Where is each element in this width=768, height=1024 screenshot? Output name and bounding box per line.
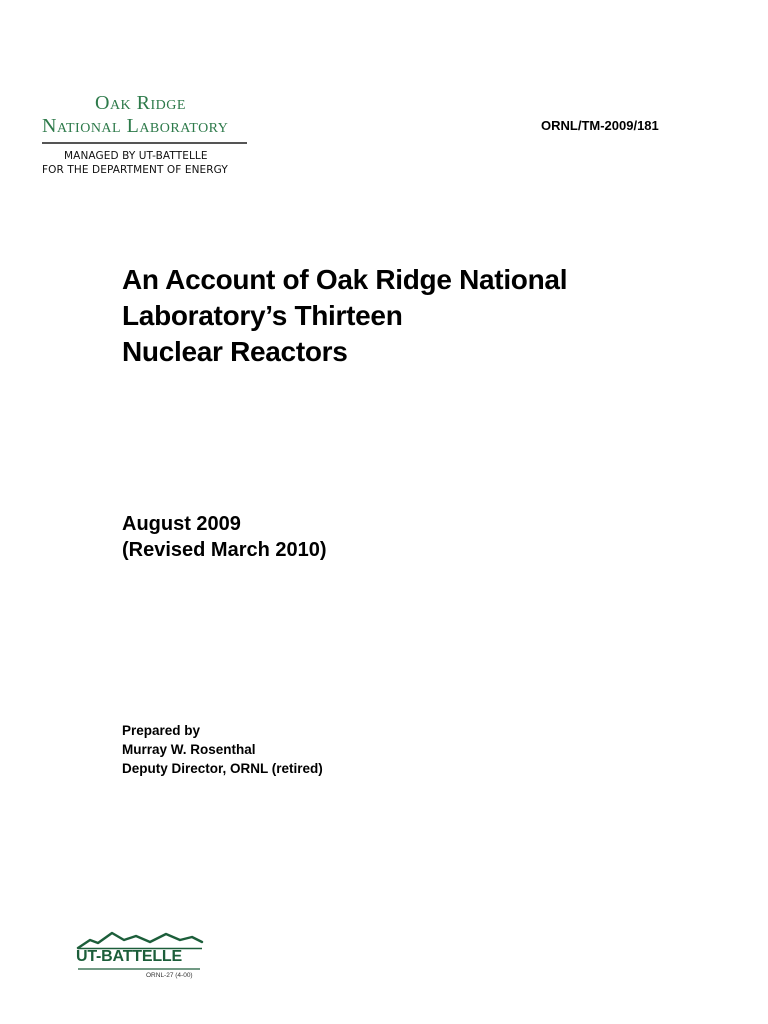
mountain-logo-icon: [76, 928, 204, 950]
logo-department-of-energy: FOR THE DEPARTMENT OF ENERGY: [42, 164, 228, 176]
issue-date: August 2009: [122, 513, 241, 535]
ornl-logo: [42, 92, 252, 177]
logo-line-national-laboratory: National Laboratory: [42, 115, 229, 137]
title-line-3: Nuclear Reactors: [122, 336, 348, 367]
author-name: Murray W. Rosenthal: [122, 742, 256, 757]
document-title: [122, 262, 682, 370]
prepared-by-label: Prepared by: [122, 723, 201, 738]
prepared-by-block: [122, 721, 323, 778]
ut-battelle-logo: [76, 928, 204, 988]
logo-line-oak-ridge: Oak Ridge: [95, 92, 186, 114]
logo-divider: [42, 142, 247, 144]
logo-managed-by: MANAGED BY UT-BATTELLE: [64, 150, 208, 162]
title-line-2: Laboratory’s Thirteen: [122, 300, 403, 331]
revision-date: (Revised March 2010): [122, 539, 327, 561]
author-position: Deputy Director, ORNL (retired): [122, 761, 323, 776]
report-number: ORNL/TM-2009/181: [541, 118, 659, 133]
ut-battelle-wordmark: UT-BATTELLE: [76, 948, 182, 965]
form-number: ORNL-27 (4-00): [146, 972, 193, 979]
date-block: [122, 511, 327, 563]
title-line-1: An Account of Oak Ridge National: [122, 264, 568, 295]
